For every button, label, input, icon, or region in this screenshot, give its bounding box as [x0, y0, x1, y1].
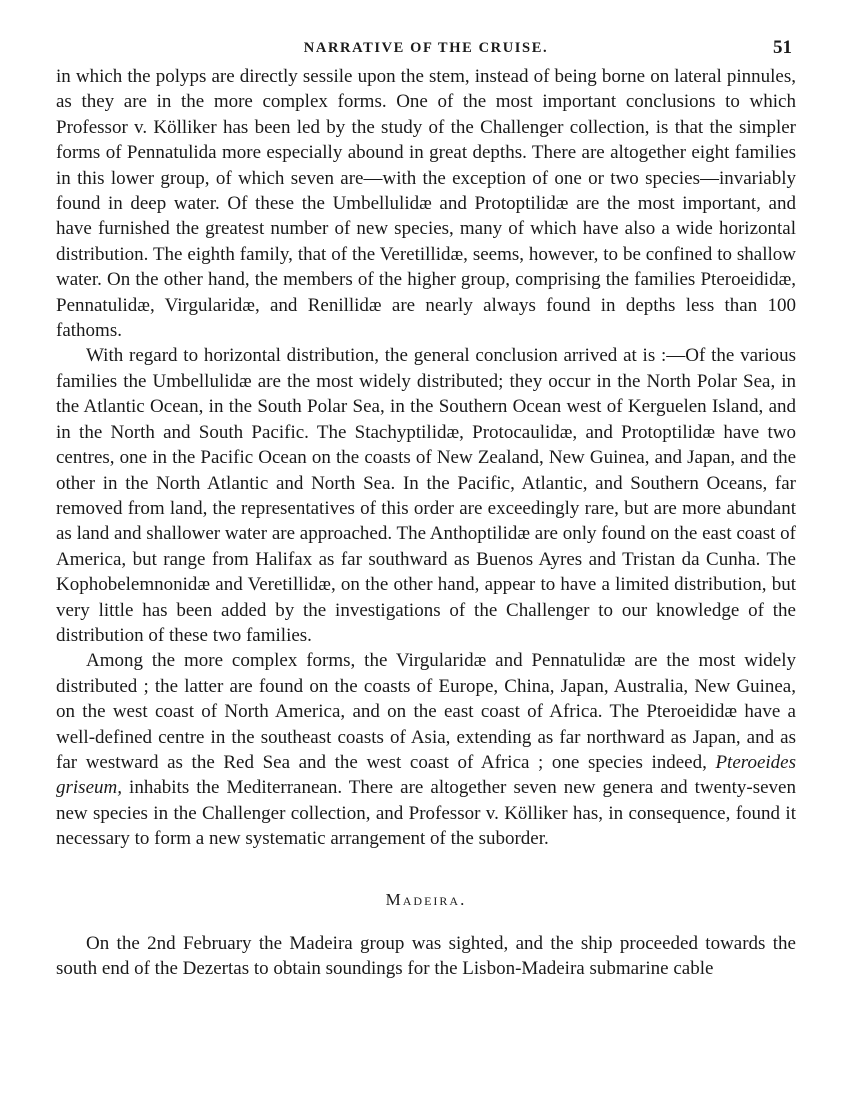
running-title: NARRATIVE OF THE CRUISE. [303, 40, 549, 56]
paragraph-polyps: in which the polyps are directly sessile upon the stem, instead of being borne on lateral pinnules, as they are in the more complex forms. One of the most important conclusions to which Professor v. Kölliker has been led by the study of the Challenger collection, is that the simpler forms of Pennatulida more especially abound in great depths. There are altogether eight families in this lower group, of which seven are—with the exception of one or two species—invariably found in deep water. Of these the Umbellulidæ and Protoptilidæ are the most important, and have furnished the greatest number of new species, many of which have also a wide horizontal distribution. The eighth family, that of the Veretillidæ, seems, however, to be confined to shallow water. On the other hand, the members of the higher group, comprising the families Pteroeididæ, Pennatulidæ, Virgularidæ, and Renillidæ are nearly always found in depths less than 100 fathoms. [56, 66, 796, 342]
book-page [56, 34, 796, 1084]
paragraph-horizontal-distribution: With regard to horizontal distribution, the general conclusion arrived at is :—Of the various families the Umbellulidæ are the most widely distributed; they occur in the North Polar Sea, in the Atlantic Ocean, in the South Polar Sea, in the Southern Ocean west of Kerguelen Island, and in the North and South Pacific. The Stachyptilidæ, Protocaulidæ, and Protoptilidæ have two centres, one in the Pacific Ocean on the coasts of New Zealand, New Guinea, and Japan, and the other in the North Atlantic and North Sea. In the Pacific, Atlantic, and Southern Oceans, far removed from land, the representatives of this order are exceedingly rare, but are more abundant as land and shallower water are approached. The Anthoptilidæ are only found on the east coast of America, but range from Halifax as far southward as Buenos Ayres and Tristan da Cunha. The Kophobelemnonidæ and Veretillidæ, on the other hand, appear to have a limited distribution, but very little has been added by the investigations of the Challenger to our knowledge of the distribution of these two families. [56, 345, 796, 646]
paragraph-madeira: On the 2nd February the Madeira group was sighted, and the ship proceeded towards the south end of the Dezertas to obtain soundings for the Lisbon-Madeira submarine cable [56, 932, 796, 979]
body-text [56, 64, 796, 981]
species-name-italic: Pteroeides griseum, [56, 751, 796, 799]
section-heading-madeira: Madeira. [385, 889, 467, 909]
paragraph-complex-forms-text-end: inhabits the Mediterranean. There are altogether seven new genera and twenty-seven new species in the Challenger collection, and Professor v. Kölliker has, in consequence, found it necessary to form a new systematic arrangement of the suborder. [56, 777, 796, 850]
paragraph-complex-forms [56, 648, 796, 851]
running-head [56, 34, 796, 64]
page-number: 51 [773, 37, 792, 58]
paragraph-complex-forms-text-start: Among the more complex forms, the Virgularidæ and Pennatulidæ are the most widely distributed ; the latter are found on the coasts of Europe, China, Japan, Australia, New Guinea, on the west coast of North America, and on the east coast of Africa. The Pteroeididæ have a well-defined centre in the southeast coasts of Asia, extending as far northward as Japan, and as far westward as the Red Sea and the west coast of Africa ; one species indeed, [56, 650, 796, 773]
